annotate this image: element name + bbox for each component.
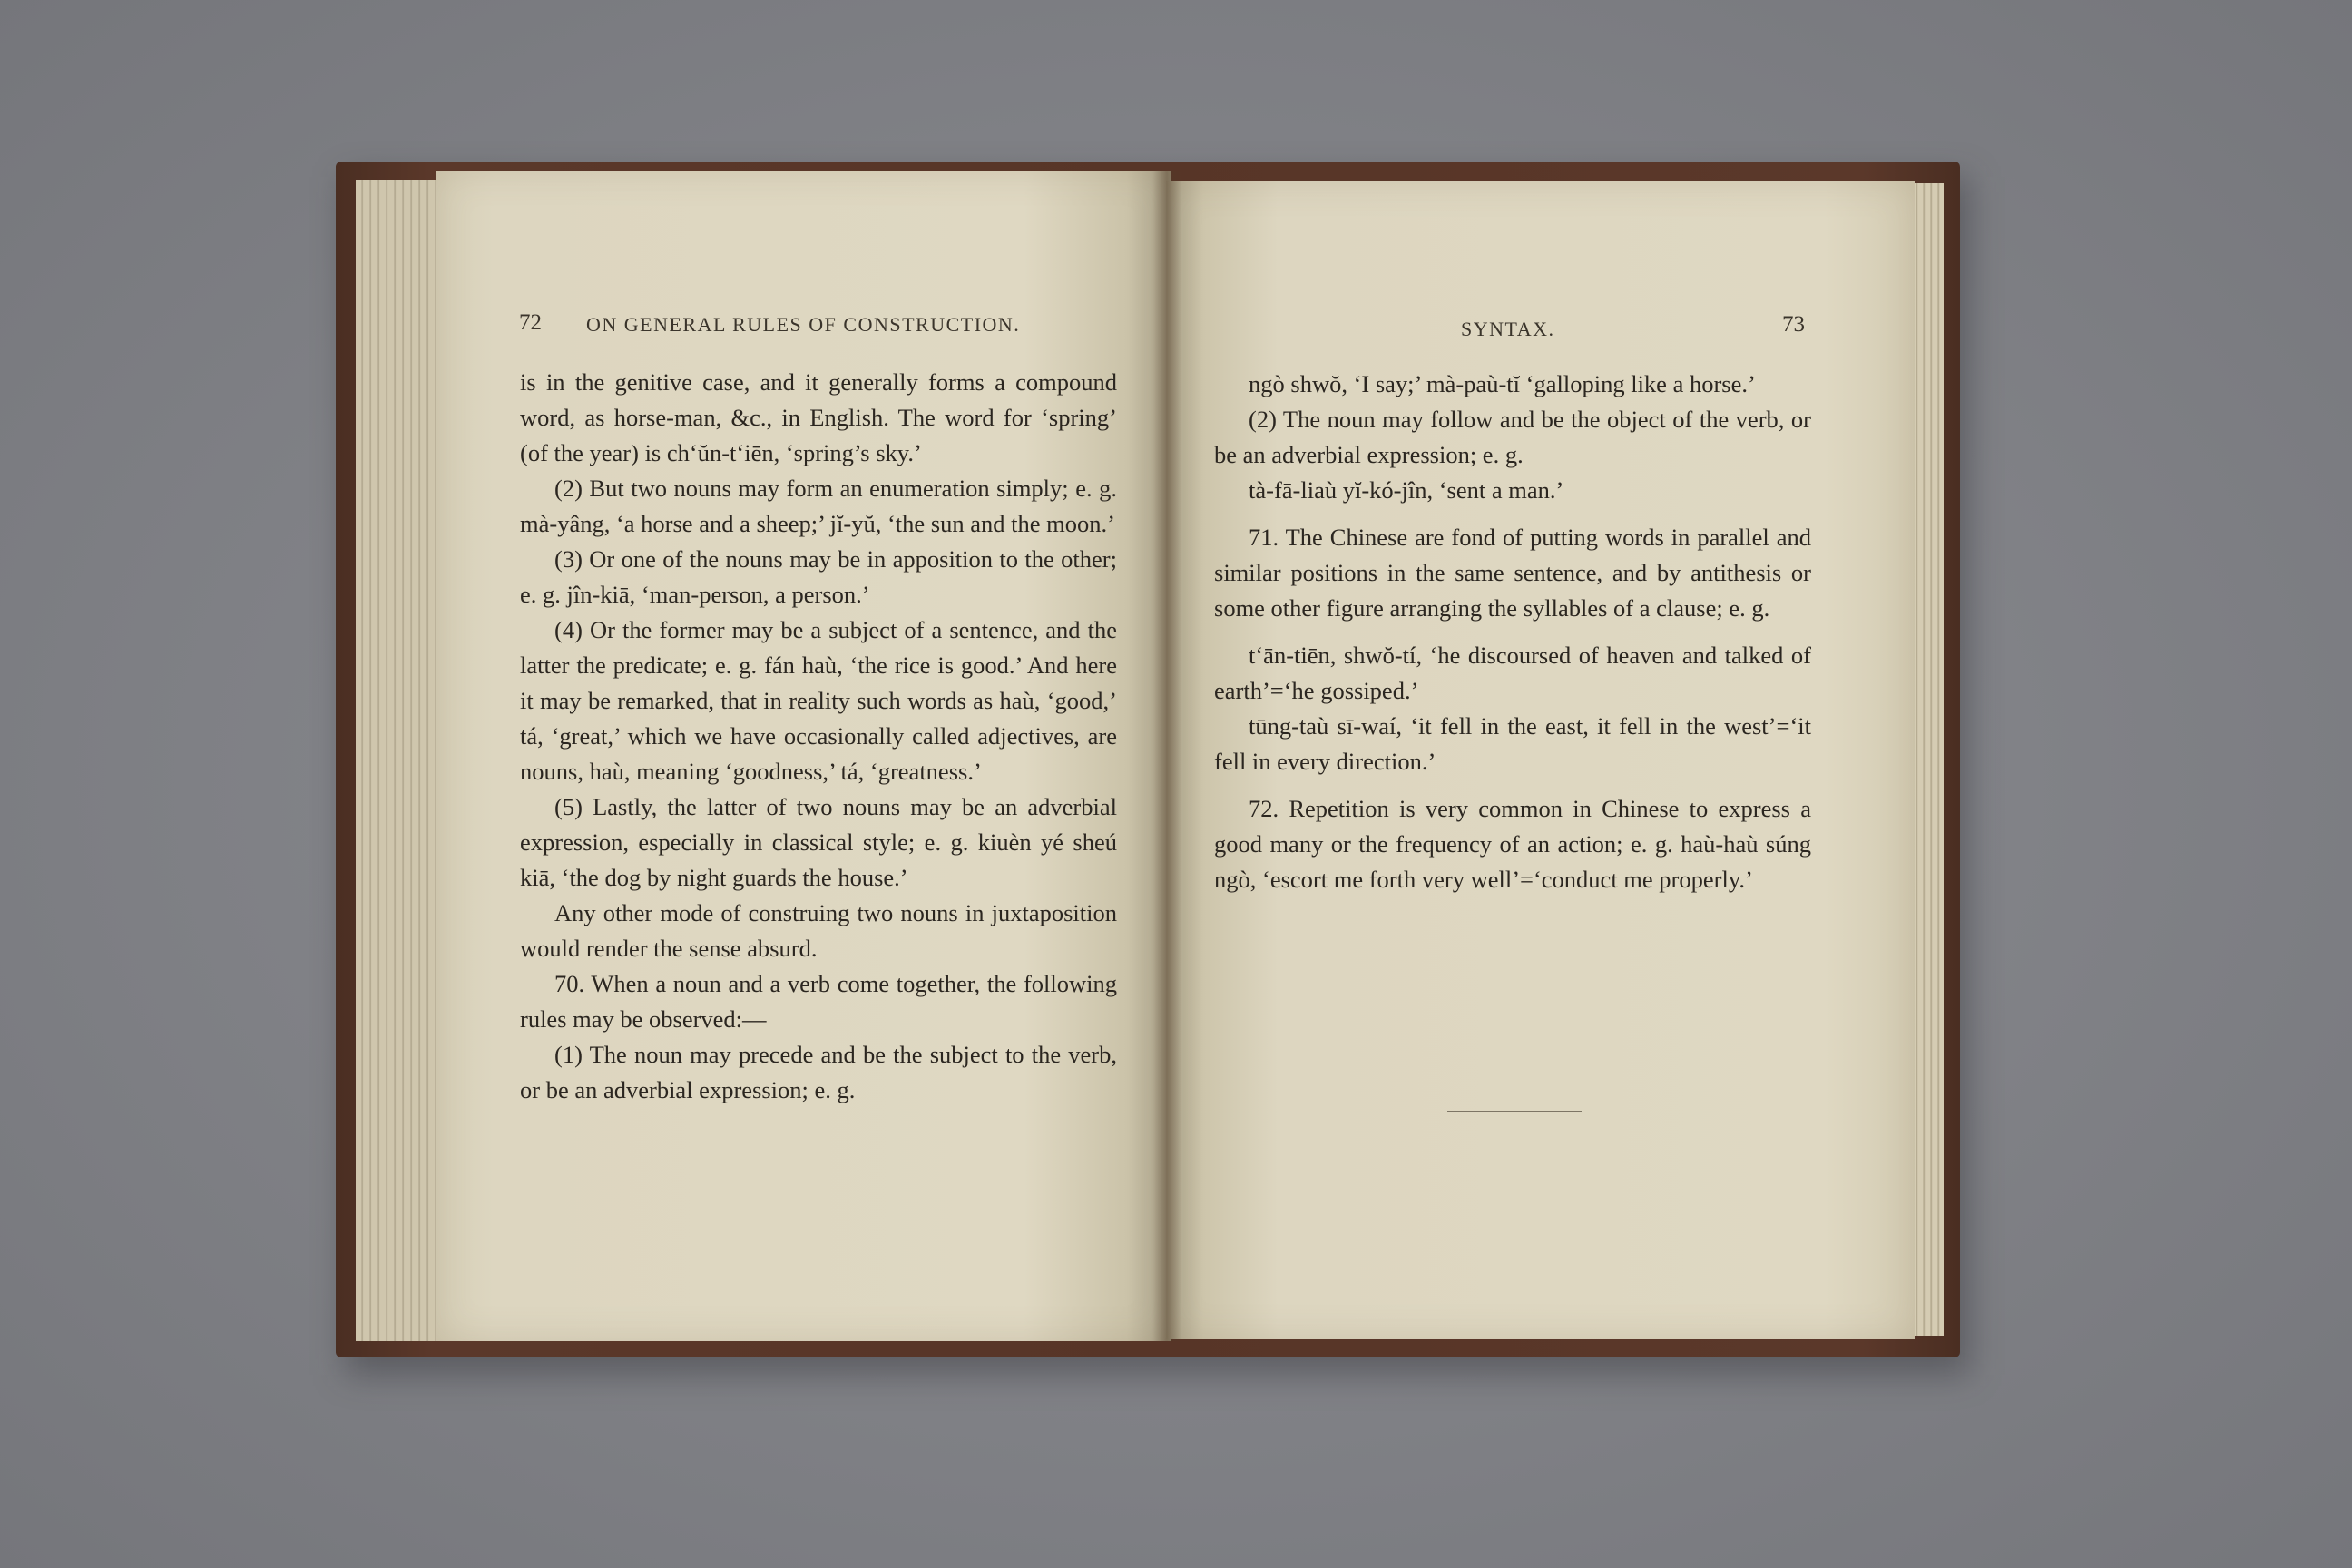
running-head-left: ON GENERAL RULES OF CONSTRUCTION.: [586, 313, 1021, 336]
paragraph: ngò shwŏ, ‘I say;’ mà-paù-tĭ ‘galloping like a horse.’: [1249, 370, 1756, 397]
paragraph: 70. When a noun and a verb come together, the following rules may be observed:—: [520, 970, 1117, 1033]
paragraph: (5) Lastly, the latter of two nouns may be an adverbial expression, especially in classical style; e. g. kiuèn yé sheú kiā, ‘the dog by night guards the house.’: [520, 793, 1117, 891]
paragraph: Any other mode of construing two nouns in juxtaposition would render the sense absurd.: [520, 899, 1117, 962]
running-head-right: SYNTAX.: [1461, 318, 1555, 340]
paragraph: is in the genitive case, and it generally forms a compound word, as horse-man, &c., in English. The word for ‘spring’ (of the year) is chʻŭn-tʻiēn, ‘spring’s sky.’: [520, 368, 1117, 466]
left-page-text: [520, 365, 1117, 1108]
section-divider: [1447, 1111, 1582, 1112]
paragraph: 72. Repetition is very common in Chinese to express a good many or the frequency of an action; e. g. haù-haù súng ngò, ‘escort me forth very well’=‘conduct me properly.’: [1214, 795, 1811, 893]
paragraph: tūng-taù sī-waí, ‘it fell in the east, it fell in the west’=‘it fell in every direction.’: [1214, 712, 1811, 775]
paragraph: (2) The noun may follow and be the object of the verb, or be an adverbial expression; e. g.: [1214, 406, 1811, 468]
paragraph: (1) The noun may precede and be the subject to the verb, or be an adverbial expression; e. g.: [520, 1041, 1117, 1103]
paragraph: (2) But two nouns may form an enumeration simply; e. g. mà-yâng, ‘a horse and a sheep;’ jĭ-yŭ, ‘the sun and the moon.’: [520, 475, 1117, 537]
paragraph: (3) Or one of the nouns may be in apposition to the other; e. g. jîn-kiā, ‘man-person, a person.’: [520, 545, 1117, 608]
paragraph: (4) Or the former may be a subject of a sentence, and the latter the predicate; e. g. fán haù, ‘the rice is good.’ And here it may be remarked, that in reality such words as haù, ‘good,’ tá, ‘great,’ which we have occasionally called adjectives, are nouns, haù, meaning ‘goodness,’ tá, ‘greatness.’: [520, 616, 1117, 785]
paragraph: tʻān-tiēn, shwŏ-tí, ‘he discoursed of heaven and talked of earth’=‘he gossiped.’: [1214, 642, 1811, 704]
paragraph: tà-fā-liaù yĭ-kó-jîn, ‘sent a man.’: [1249, 476, 1564, 504]
page-edges-left: [356, 180, 446, 1341]
book-gutter: [1152, 171, 1181, 1341]
right-page-text: [1214, 367, 1811, 897]
page-number-right: 73: [1782, 312, 1805, 337]
page-number-left: 72: [519, 310, 542, 335]
paragraph: 71. The Chinese are fond of putting words in parallel and similar positions in the same sentence, and by antithesis or some other figure arranging the syllables of a clause; e. g.: [1214, 524, 1811, 622]
